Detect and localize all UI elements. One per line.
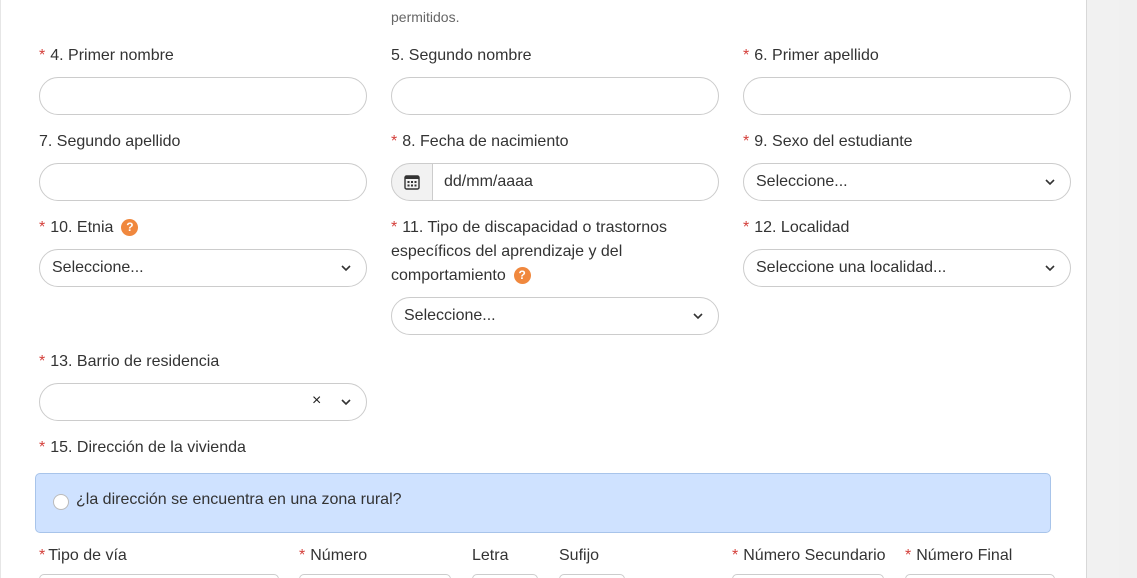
discapacidad-select[interactable] xyxy=(391,297,719,335)
barrio-label-text: 13. Barrio de residencia xyxy=(50,353,220,370)
etnia-selected: Seleccione... xyxy=(52,259,144,276)
sexo-selected: Seleccione... xyxy=(756,173,848,190)
barrio-label xyxy=(39,350,219,374)
numero-label-text: Número xyxy=(310,547,368,564)
clear-icon[interactable]: × xyxy=(312,392,322,409)
required-mark: * xyxy=(39,547,46,564)
top-hint: permitidos. xyxy=(391,9,460,25)
primer-nombre-label-text: 4. Primer nombre xyxy=(50,47,174,64)
segundo-nombre-label: 5. Segundo nombre xyxy=(391,47,532,64)
barrio-select[interactable] xyxy=(39,383,367,421)
discapacidad-label-line-1: 11. Tipo de discapacidad o trastornos xyxy=(402,219,667,236)
calendar-button[interactable] xyxy=(391,163,433,201)
required-mark: * xyxy=(732,547,739,564)
required-mark: * xyxy=(743,219,750,236)
required-mark: * xyxy=(39,219,46,236)
required-mark: * xyxy=(39,439,46,456)
discapacidad-selected: Seleccione... xyxy=(404,307,496,324)
letra-label: Letra xyxy=(472,547,509,564)
required-mark: * xyxy=(743,133,750,150)
numero-final-input[interactable] xyxy=(905,574,1055,578)
scrollbar[interactable] xyxy=(1119,0,1137,578)
numero-final-label-text: Número Final xyxy=(916,547,1013,564)
sufijo-select[interactable] xyxy=(559,574,625,578)
date-placeholder: dd/mm/aaaa xyxy=(444,173,533,190)
tipo-via-label xyxy=(39,544,127,568)
numero-final-label xyxy=(905,544,1012,568)
required-mark: * xyxy=(743,47,750,64)
tipo-via-select[interactable] xyxy=(39,574,279,578)
localidad-select[interactable] xyxy=(743,249,1071,287)
chevron-down-icon xyxy=(692,310,704,322)
calendar-icon xyxy=(404,174,420,190)
help-icon[interactable]: ? xyxy=(121,219,138,236)
segundo-apellido-input[interactable] xyxy=(39,163,367,201)
fecha-nacimiento-input[interactable] xyxy=(432,163,719,201)
sexo-select[interactable] xyxy=(743,163,1071,201)
fecha-nacimiento-label xyxy=(391,130,569,154)
localidad-selected: Seleccione una localidad... xyxy=(756,259,947,276)
required-mark: * xyxy=(39,353,46,370)
primer-nombre-label xyxy=(39,44,174,68)
sexo-label-text: 9. Sexo del estudiante xyxy=(754,133,913,150)
chevron-down-icon xyxy=(340,396,352,408)
etnia-label-text: 10. Etnia xyxy=(50,219,114,236)
numero-secundario-label-text: Número Secundario xyxy=(743,547,886,564)
rural-question: ¿la dirección se encuentra en una zona rural? xyxy=(76,491,402,508)
chevron-down-icon xyxy=(1044,176,1056,188)
discapacidad-label xyxy=(391,216,667,288)
etnia-select[interactable] xyxy=(39,249,367,287)
sufijo-label: Sufijo xyxy=(559,547,600,564)
primer-apellido-label xyxy=(743,44,879,68)
tipo-via-label-text: Tipo de vía xyxy=(48,547,127,564)
required-mark: * xyxy=(391,219,398,236)
fecha-nacimiento-label-text: 8. Fecha de nacimiento xyxy=(402,133,569,150)
help-icon[interactable]: ? xyxy=(514,267,531,284)
numero-secundario-label xyxy=(732,544,886,568)
direccion-label-text: 15. Dirección de la vivienda xyxy=(50,439,246,456)
chevron-down-icon xyxy=(1044,262,1056,274)
primer-apellido-label-text: 6. Primer apellido xyxy=(754,47,879,64)
numero-secundario-input[interactable] xyxy=(732,574,884,578)
required-mark: * xyxy=(39,47,46,64)
segundo-nombre-input[interactable] xyxy=(391,77,719,115)
fecha-nacimiento-field xyxy=(391,163,719,201)
primer-apellido-input[interactable] xyxy=(743,77,1071,115)
chevron-down-icon xyxy=(340,262,352,274)
segundo-apellido-label: 7. Segundo apellido xyxy=(39,133,181,150)
required-mark: * xyxy=(299,547,306,564)
discapacidad-label-line-2: específicos del aprendizaje y del xyxy=(391,243,623,260)
radio-icon[interactable] xyxy=(53,494,69,510)
rural-box xyxy=(35,473,1051,533)
sexo-label xyxy=(743,130,913,154)
etnia-label xyxy=(39,216,138,240)
required-mark: * xyxy=(905,547,912,564)
direccion-label xyxy=(39,436,246,460)
discapacidad-label-line-3: comportamiento xyxy=(391,267,506,284)
numero-label xyxy=(299,544,367,568)
primer-nombre-input[interactable] xyxy=(39,77,367,115)
letra-select[interactable] xyxy=(472,574,538,578)
required-mark: * xyxy=(391,133,398,150)
localidad-label-text: 12. Localidad xyxy=(754,219,850,236)
localidad-label xyxy=(743,216,849,240)
numero-input[interactable] xyxy=(299,574,451,578)
